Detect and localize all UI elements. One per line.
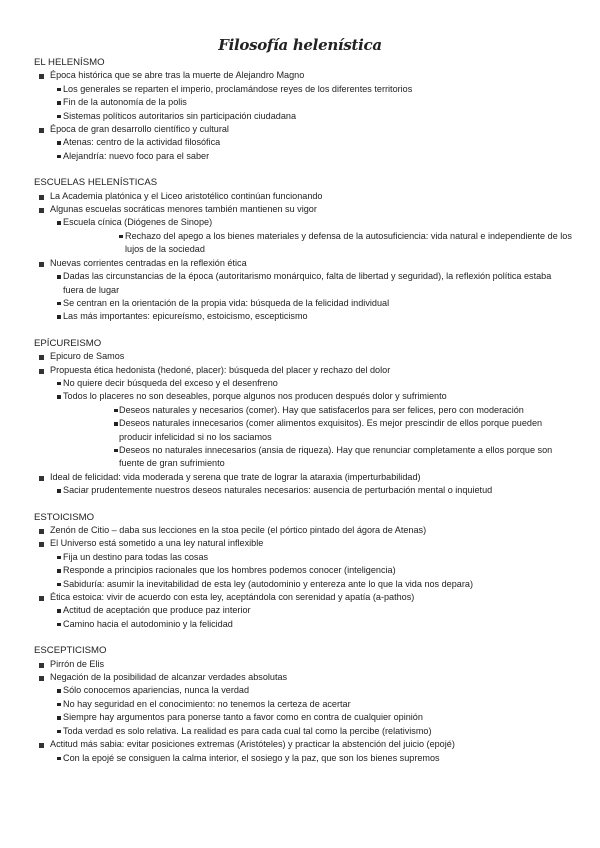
square-bullet-icon <box>57 115 61 119</box>
list-item <box>34 123 574 136</box>
item-text: Dadas las circunstancias de la época (autoritarismo monárquico, falta de libertad y seguridad), la reflexión política estaba fuera de lugar <box>63 271 552 295</box>
list-item <box>34 738 574 751</box>
item-text: Deseos naturales innecesarios (comer alimentos exquisitos). Es mejor prescindir de ellos porque pueden producir infelicidad si no los saciamos <box>119 418 543 442</box>
square-bullet-icon <box>39 529 44 534</box>
list-item <box>34 230 574 257</box>
square-bullet-icon <box>39 369 44 374</box>
square-bullet-icon <box>39 74 44 79</box>
item-text: Ideal de felicidad: vida moderada y serena que trate de lograr la ataraxia (imperturbabilidad) <box>50 471 421 482</box>
list-item <box>34 698 574 711</box>
item-text: Siempre hay argumentos para ponerse tanto a favor como en contra de cualquier opinión <box>63 712 423 723</box>
list-item <box>34 96 574 109</box>
square-bullet-icon <box>114 422 118 426</box>
square-bullet-icon <box>57 382 61 386</box>
section-heading: ESCUELAS HELENÍSTICAS <box>34 177 158 189</box>
square-bullet-icon <box>57 395 61 399</box>
square-bullet-icon <box>39 743 44 748</box>
section-escepticismo <box>34 644 574 765</box>
square-bullet-icon <box>39 542 44 547</box>
list-item <box>34 658 574 671</box>
item-text: Deseos naturales y necesarios (comer). Hay que satisfacerlos para ser felices, pero con moderación <box>119 404 524 415</box>
item-text: Las más importantes: epicureísmo, estoicismo, escepticismo <box>63 311 308 322</box>
list-item <box>34 83 574 96</box>
section-heading: EPÍCUREISMO <box>34 337 102 349</box>
list-item <box>34 711 574 724</box>
list-item <box>34 270 574 297</box>
item-text: Con la epojé se consiguen la calma interior, el sosiego y la paz, que son los bienes supremos <box>63 752 440 763</box>
list-item <box>34 484 574 497</box>
item-text: Fija un destino para todas las cosas <box>63 551 209 562</box>
item-text: Se centran en la orientación de la propia vida: búsqueda de la felicidad individual <box>63 297 390 308</box>
section-heading: ESTOICISMO <box>34 511 95 523</box>
list-item <box>34 350 574 363</box>
list-item <box>34 310 574 323</box>
list-item <box>34 564 574 577</box>
square-bullet-icon <box>57 315 61 319</box>
item-text: Zenón de Citio – daba sus lecciones en la stoa pecile (el pórtico pintado del ágora de Atenas) <box>50 525 427 535</box>
square-bullet-icon <box>39 663 44 668</box>
square-bullet-icon <box>39 676 44 681</box>
square-bullet-icon <box>39 195 44 200</box>
square-bullet-icon <box>114 409 118 413</box>
list-item <box>34 725 574 738</box>
list-item <box>34 377 574 390</box>
square-bullet-icon <box>57 609 61 613</box>
square-bullet-icon <box>57 757 61 761</box>
item-text: Época de gran desarrollo científico y cultural <box>50 124 229 135</box>
list-item <box>34 752 574 765</box>
document-body <box>34 56 574 778</box>
item-text: Toda verdad es solo relativa. La realidad es para cada cual tal como la percibe (relativismo) <box>63 725 432 736</box>
item-text: Actitud más sabia: evitar posiciones extremas (Aristóteles) y practicar la abstención del juicio (epojé) <box>50 739 455 750</box>
item-text: Epicuro de Samos <box>50 351 125 362</box>
item-text: Alejandría: nuevo foco para el saber <box>63 150 210 161</box>
square-bullet-icon <box>57 302 61 306</box>
square-bullet-icon <box>39 596 44 601</box>
square-bullet-icon <box>57 141 61 145</box>
item-text: Camino hacia el autodominio y la felicidad <box>63 618 233 629</box>
section-helenismo <box>34 56 574 163</box>
square-bullet-icon <box>39 128 44 133</box>
square-bullet-icon <box>57 623 61 627</box>
list-item <box>34 297 574 310</box>
item-text: No quiere decir búsqueda del exceso y el desenfreno <box>63 377 278 388</box>
list-item <box>34 524 574 537</box>
item-text: El Universo está sometido a una ley natural inflexible <box>50 538 264 549</box>
square-bullet-icon <box>57 275 61 279</box>
square-bullet-icon <box>57 703 61 707</box>
square-bullet-icon <box>57 689 61 693</box>
list-item <box>34 257 574 270</box>
square-bullet-icon <box>57 88 61 92</box>
square-bullet-icon <box>39 355 44 360</box>
list-item <box>34 404 574 417</box>
item-text: Actitud de aceptación que produce paz interior <box>63 605 251 616</box>
section-escuelas <box>34 176 574 323</box>
item-text: Algunas escuelas socráticas menores también mantienen su vigor <box>50 204 317 215</box>
section-epicureismo <box>34 337 574 498</box>
square-bullet-icon <box>57 583 61 587</box>
list-item <box>34 203 574 216</box>
item-text: Nuevas corrientes centradas en la reflexión ética <box>50 257 247 268</box>
item-text: Época histórica que se abre tras la muerte de Alejandro Magno <box>50 70 305 81</box>
item-text: Sistemas políticos autoritarios sin participación ciudadana <box>63 110 297 121</box>
section-heading: ESCEPTICISMO <box>34 645 107 657</box>
list-item <box>34 537 574 550</box>
section-heading: EL HELENÍSMO <box>34 57 105 68</box>
list-item <box>34 671 574 684</box>
square-bullet-icon <box>119 235 123 239</box>
list-item <box>34 69 574 82</box>
item-text: Los generales se reparten el imperio, proclamándose reyes de los diferentes territorios <box>63 83 413 94</box>
list-item <box>34 471 574 484</box>
list-item <box>34 190 574 203</box>
list-item <box>34 578 574 591</box>
item-text: Sólo conocemos apariencias, nunca la verdad <box>63 685 250 696</box>
item-text: Fin de la autonomía de la polis <box>63 97 187 108</box>
square-bullet-icon <box>57 556 61 560</box>
item-text: Propuesta ética hedonista (hedoné, placer): búsqueda del placer y rechazo del dolor <box>50 364 391 375</box>
list-item <box>34 364 574 377</box>
list-item <box>34 390 574 403</box>
list-item <box>34 604 574 617</box>
list-item <box>34 551 574 564</box>
item-text: Atenas: centro de la actividad filosófica <box>63 137 221 148</box>
item-text: Rechazo del apego a los bienes materiales y defensa de la autosuficiencia: vida natural e independiente de los lujos de la sociedad <box>125 230 572 255</box>
section-estoicismo <box>34 511 574 632</box>
list-item <box>34 216 574 229</box>
square-bullet-icon <box>57 221 61 225</box>
square-bullet-icon <box>57 716 61 720</box>
list-item <box>34 110 574 123</box>
item-text: Ética estoica: vivir de acuerdo con esta ley, aceptándola con serenidad y apatía (a-pathos) <box>50 592 415 603</box>
square-bullet-icon <box>57 730 61 734</box>
page-title: Filosofía helenística <box>218 36 382 54</box>
square-bullet-icon <box>57 569 61 573</box>
item-text: Responde a principios racionales que los hombres podemos conocer (inteligencia) <box>63 565 396 576</box>
item-text: Saciar prudentemente nuestros deseos naturales necesarios: ausencia de perturbación mental o inquietud <box>63 485 493 496</box>
list-item <box>34 150 574 163</box>
square-bullet-icon <box>39 476 44 481</box>
square-bullet-icon <box>39 208 44 213</box>
item-text: Sabiduría: asumir la inevitabilidad de esta ley (autodominio y entereza ante lo que la vida nos depara) <box>63 578 473 589</box>
list-item <box>34 444 574 471</box>
item-text: Escuela cínica (Diógenes de Sinope) <box>63 217 213 228</box>
list-item <box>34 618 574 631</box>
square-bullet-icon <box>57 101 61 105</box>
list-item <box>34 591 574 604</box>
item-text: Pirrón de Elis <box>50 658 105 669</box>
item-text: No hay seguridad en el conocimiento: no tenemos la certeza de acertar <box>63 698 351 709</box>
list-item <box>34 136 574 149</box>
square-bullet-icon <box>57 489 61 493</box>
item-text: Negación de la posibilidad de alcanzar verdades absolutas <box>50 672 288 683</box>
square-bullet-icon <box>57 155 61 159</box>
list-item <box>34 417 574 444</box>
item-text: Todos lo placeres no son deseables, porque algunos nos producen después dolor y sufrimiento <box>63 391 447 402</box>
item-text: Deseos no naturales innecesarios (ansia de riqueza). Hay que renunciar completamente a ellos porque son fuente de gran sufrimiento <box>119 444 553 469</box>
square-bullet-icon <box>114 449 118 453</box>
item-text: La Academia platónica y el Liceo aristotélico continúan funcionando <box>50 190 323 201</box>
list-item <box>34 684 574 697</box>
square-bullet-icon <box>39 262 44 267</box>
